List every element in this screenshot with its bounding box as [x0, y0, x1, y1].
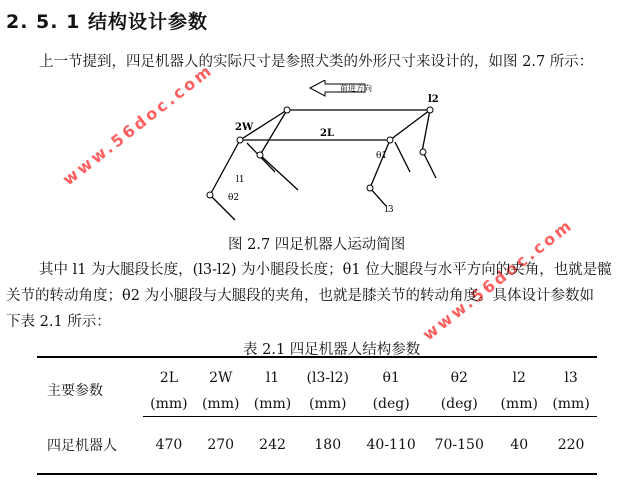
- table-cell: 180: [298, 417, 357, 475]
- column-unit: (mm): [298, 391, 357, 417]
- robot-kinematic-diagram: [190, 80, 445, 230]
- parameters-table: [37, 356, 597, 475]
- table-cell: 70-150: [425, 417, 493, 475]
- column-unit: (mm): [195, 391, 247, 417]
- label-l3: l3: [385, 205, 394, 215]
- watermark: www.56doc.com: [58, 59, 217, 190]
- column-name: l1: [247, 357, 299, 391]
- table-row: [37, 417, 597, 475]
- column-name: 2W: [195, 357, 247, 391]
- column-name: θ1: [357, 357, 425, 391]
- table-cell: 470: [143, 417, 195, 475]
- column-name: 2L: [143, 357, 195, 391]
- label-theta1: θ1: [376, 151, 388, 161]
- label-l2: l2: [428, 94, 439, 105]
- column-unit: (mm): [247, 391, 299, 417]
- column-name: l2: [493, 357, 545, 391]
- section-heading: 2. 5. 1 结构设计参数: [6, 11, 208, 33]
- paragraph-line: 关节的转动角度；θ2 为小腿段与大腿段的夹角，也就是膝关节的转动角度。具体设计参数如: [6, 288, 595, 304]
- table-cell: 242: [247, 417, 299, 475]
- column-name: θ2: [425, 357, 493, 391]
- table-cell: 40-110: [357, 417, 425, 475]
- column-unit: (deg): [425, 391, 493, 417]
- table-caption: 表 2.1 四足机器人结构参数: [243, 342, 421, 358]
- column-name: l3: [545, 357, 597, 391]
- table-header-row: [37, 357, 597, 391]
- paragraph-intro: 上一节提到，四足机器人的实际尺寸是参照犬类的外形尺寸来设计的，如图 2.7 所示：: [39, 54, 594, 70]
- label-2w: 2W: [235, 122, 254, 133]
- label-theta2: θ2: [228, 193, 240, 203]
- label-l1: l1: [236, 175, 245, 185]
- table-cell: 220: [545, 417, 597, 475]
- table-cell: 40: [493, 417, 545, 475]
- watermark: www.56doc.com: [418, 214, 577, 345]
- column-unit: (deg): [357, 391, 425, 417]
- column-unit: (mm): [545, 391, 597, 417]
- figure-caption: 图 2.7 四足机器人运动简图: [228, 237, 406, 253]
- column-unit: (mm): [493, 391, 545, 417]
- direction-label: 前进方向: [340, 84, 372, 93]
- column-unit: (mm): [143, 391, 195, 417]
- label-2l: 2L: [320, 128, 334, 139]
- row-header-cell: 主要参数: [37, 357, 143, 417]
- table-cell: 270: [195, 417, 247, 475]
- column-name: (l3-l2): [298, 357, 357, 391]
- paragraph-line: 下表 2.1 所示：: [6, 314, 111, 330]
- row-label-cell: 四足机器人: [37, 417, 143, 475]
- paragraph-line: 其中 l1 为大腿段长度，(l3-l2) 为小腿段长度；θ1 位大腿段与水平方向的夹角，也就是髋: [39, 262, 612, 278]
